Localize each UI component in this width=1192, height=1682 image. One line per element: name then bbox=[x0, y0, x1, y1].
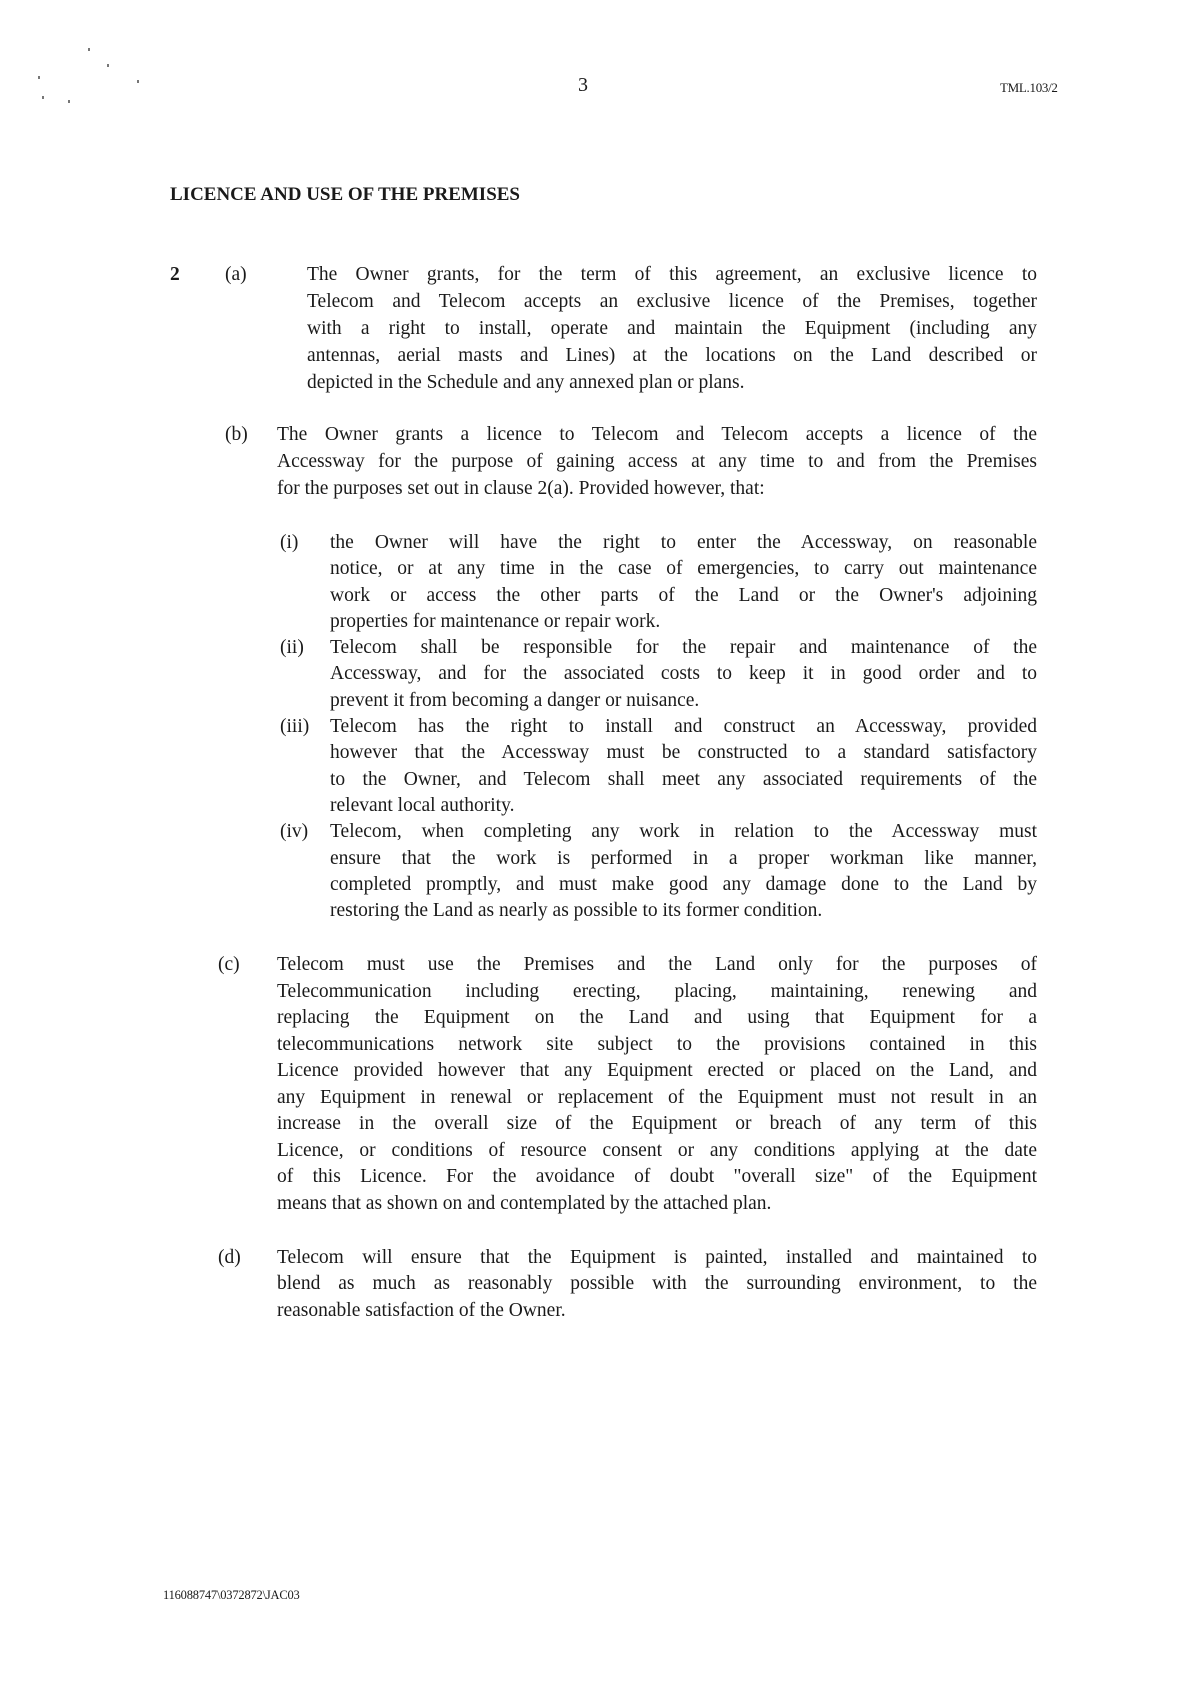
text-line: notice, or at any time in the case of emergencies, to carry out maintenance bbox=[330, 558, 1037, 580]
text-line: Licence provided however that any Equipment erected or placed on the Land, and bbox=[277, 1060, 1037, 1081]
clause-number: 2 bbox=[170, 264, 180, 285]
footer-document-id: 116088747\0372872\JAC03 bbox=[163, 1588, 300, 1602]
subclause-iii-label: (iii) bbox=[280, 716, 310, 738]
scan-speck bbox=[68, 100, 70, 103]
clause-2c-label: (c) bbox=[218, 954, 240, 975]
text-line: replacing the Equipment on the Land and using that Equipment for a bbox=[277, 1007, 1037, 1028]
text-line: blend as much as reasonably possible with the surrounding environment, to the bbox=[277, 1273, 1037, 1295]
text-line: prevent it from becoming a danger or nuisance. bbox=[330, 689, 700, 711]
text-line: Licence, or conditions of resource consent or any conditions applying at the date bbox=[277, 1139, 1037, 1161]
scan-speck bbox=[137, 80, 139, 83]
text-line: reasonable satisfaction of the Owner. bbox=[277, 1299, 566, 1321]
text-line: Telecom and Telecom accepts an exclusive licence of the Premises, together bbox=[307, 290, 1037, 312]
text-line: relevant local authority. bbox=[330, 794, 515, 816]
text-line: any Equipment in renewal or replacement of the Equipment must not result in an bbox=[277, 1086, 1037, 1108]
text-line: increase in the overall size of the Equipment or breach of any term of this bbox=[277, 1113, 1037, 1134]
clause-2d-label: (d) bbox=[218, 1247, 241, 1268]
text-line: work or access the other parts of the Land or the Owner's adjoining bbox=[330, 584, 1037, 606]
text-line: Accessway, and for the associated costs to keep it in good order and to bbox=[330, 663, 1037, 685]
text-line: properties for maintenance or repair work. bbox=[330, 610, 661, 632]
text-line: antennas, aerial masts and Lines) at the locations on the Land described or bbox=[307, 344, 1037, 366]
scan-speck bbox=[42, 96, 44, 99]
text-line: means that as shown on and contemplated by the attached plan. bbox=[277, 1192, 772, 1214]
text-line: ensure that the work is performed in a proper workman like manner, bbox=[330, 847, 1037, 869]
text-line: Telecom has the right to install and construct an Accessway, provided bbox=[330, 716, 1037, 738]
text-line: The Owner grants, for the term of this agreement, an exclusive licence to bbox=[307, 264, 1037, 285]
subclause-ii-text bbox=[330, 635, 1037, 714]
text-line: to the Owner, and Telecom shall meet any associated requirements of the bbox=[330, 768, 1037, 790]
text-line: telecommunications network site subject to the provisions contained in this bbox=[277, 1033, 1037, 1055]
subclause-iii-text bbox=[330, 714, 1037, 819]
text-line: depicted in the Schedule and any annexed plan or plans. bbox=[307, 371, 745, 393]
scan-speck bbox=[38, 76, 40, 79]
scan-speck bbox=[88, 48, 90, 51]
page-number: 3 bbox=[578, 74, 588, 96]
subclause-iv-text bbox=[330, 819, 1037, 924]
clause-2b-text bbox=[277, 422, 1037, 503]
text-line: Telecommunication including erecting, placing, maintaining, renewing and bbox=[277, 980, 1037, 1002]
clause-2c-text bbox=[277, 952, 1037, 1217]
subclause-i-label: (i) bbox=[280, 532, 299, 553]
text-line: Telecom will ensure that the Equipment is painted, installed and maintained to bbox=[277, 1247, 1037, 1268]
text-line: Telecom must use the Premises and the Land only for the purposes of bbox=[277, 954, 1037, 975]
clause-2b-label: (b) bbox=[225, 424, 248, 445]
document-reference: TML.103/2 bbox=[1000, 80, 1058, 95]
text-line: Telecom shall be responsible for the repair and maintenance of the bbox=[330, 637, 1037, 659]
subclause-iv-label: (iv) bbox=[280, 821, 309, 843]
text-line: restoring the Land as nearly as possible to its former condition. bbox=[330, 900, 823, 922]
scan-speck bbox=[107, 64, 109, 67]
clause-2d-text bbox=[277, 1245, 1037, 1324]
text-line: Telecom, when completing any work in relation to the Accessway must bbox=[330, 821, 1037, 843]
text-line: The Owner grants a licence to Telecom and Telecom accepts a licence of the bbox=[277, 424, 1037, 445]
text-line: the Owner will have the right to enter the Accessway, on reasonable bbox=[330, 532, 1037, 553]
subclause-ii-label: (ii) bbox=[280, 637, 304, 659]
subclause-i-text bbox=[330, 530, 1037, 635]
text-line: Accessway for the purpose of gaining access at any time to and from the Premises bbox=[277, 450, 1037, 472]
text-line: of this Licence. For the avoidance of doubt "overall size" of the Equipment bbox=[277, 1166, 1037, 1187]
clause-2a-text bbox=[307, 262, 1037, 397]
text-line: however that the Accessway must be constructed to a standard satisfactory bbox=[330, 742, 1037, 764]
clause-2a-label: (a) bbox=[225, 264, 247, 285]
text-line: for the purposes set out in clause 2(a). Provided however, that: bbox=[277, 477, 765, 499]
text-line: with a right to install, operate and maintain the Equipment (including any bbox=[307, 317, 1037, 339]
text-line: completed promptly, and must make good any damage done to the Land by bbox=[330, 873, 1037, 895]
section-heading: LICENCE AND USE OF THE PREMISES bbox=[170, 184, 520, 205]
